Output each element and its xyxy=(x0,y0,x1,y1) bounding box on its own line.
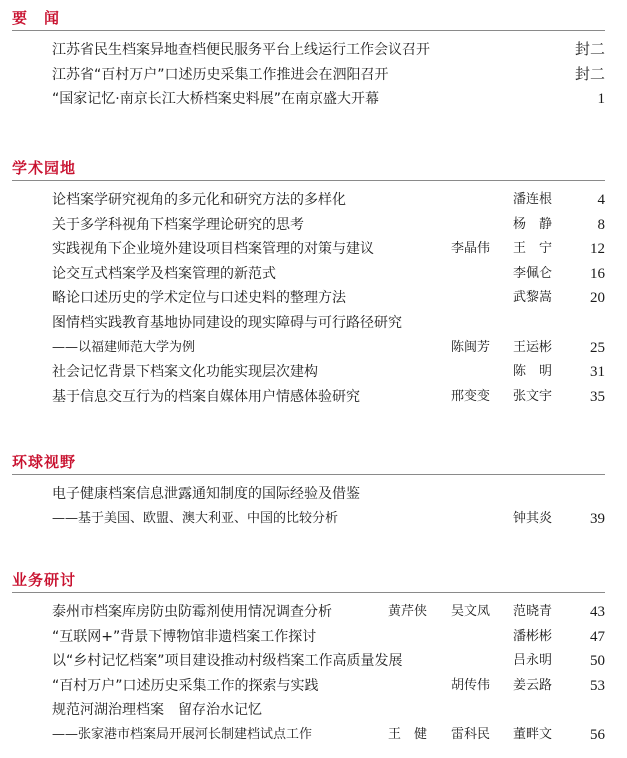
entry-author: 董畔文 xyxy=(513,727,553,742)
toc-entry[interactable] xyxy=(0,38,627,62)
entry-subtitle: ——张家港市档案局开展河长制建档试点工作 xyxy=(52,727,313,742)
entry-page-number: 56 xyxy=(590,727,605,743)
section-header xyxy=(0,452,627,474)
toc-section xyxy=(0,452,627,527)
entry-page-number: 4 xyxy=(597,192,605,208)
entry-page-number: 16 xyxy=(590,265,605,282)
entry-page-number: 封二 xyxy=(574,66,605,83)
entry-title[interactable]: 实践视角下企业境外建设项目档案管理的对策与建议 xyxy=(52,241,374,258)
toc-entry[interactable] xyxy=(0,213,627,237)
entry-title[interactable]: 江苏省“百村万户”口述历史采集工作推进会在泗阳召开 xyxy=(52,66,389,83)
entry-author: 李佩仑 xyxy=(513,265,553,281)
section-rule xyxy=(12,474,605,475)
entry-author: 潘连根 xyxy=(513,192,553,207)
toc-section xyxy=(0,570,627,743)
toc-entry[interactable] xyxy=(0,674,627,698)
entry-title[interactable]: “百村万户”口述历史采集工作的探索与实践 xyxy=(52,677,319,694)
entry-subtitle: ——以福建师范大学为例 xyxy=(52,339,196,355)
entry-author: 吴文凤 xyxy=(451,604,491,619)
entry-page-number: 25 xyxy=(590,339,605,356)
entry-page-number: 1 xyxy=(597,91,605,108)
entry-title[interactable]: 基于信息交互行为的档案自媒体用户情感体验研究 xyxy=(52,388,360,405)
toc-entry-subtitle-row xyxy=(0,336,627,360)
entry-author: 潘彬彬 xyxy=(513,628,553,644)
entry-author: 陈 明 xyxy=(513,364,553,380)
toc-entry[interactable] xyxy=(0,625,627,649)
entry-page-number: 50 xyxy=(590,653,605,670)
toc-entry[interactable] xyxy=(0,237,627,261)
toc-entry[interactable] xyxy=(0,63,627,87)
section-rule xyxy=(12,592,605,593)
toc-entry[interactable] xyxy=(0,188,627,212)
toc-entry[interactable] xyxy=(0,649,627,673)
entry-subtitle: ——基于美国、欧盟、澳大利亚、中国的比较分析 xyxy=(52,510,339,526)
entry-page-number: 39 xyxy=(590,510,605,527)
section-rule xyxy=(12,30,605,31)
entry-title[interactable]: 规范河湖治理档案 留存治水记忆 xyxy=(52,702,262,719)
entry-title[interactable]: 略论口述历史的学术定位与口述史料的整理方法 xyxy=(52,290,346,307)
toc-entry[interactable] xyxy=(0,262,627,286)
entry-author: 吕永明 xyxy=(513,653,553,669)
toc-section xyxy=(0,158,627,405)
entry-author: 张文宇 xyxy=(513,388,553,404)
entry-author: 黄芹侠 xyxy=(388,604,428,619)
section-header xyxy=(0,158,627,180)
section-title: 要 闻 xyxy=(12,9,61,27)
entry-page-number: 47 xyxy=(590,628,605,645)
entry-title[interactable]: “互联网+”背景下博物馆非遗档案工作探讨 xyxy=(52,628,317,645)
entry-author: 李晶伟 xyxy=(451,241,491,257)
entry-title[interactable]: 关于多学科视角下档案学理论研究的思考 xyxy=(52,216,304,233)
section-rule xyxy=(12,180,605,181)
entry-author: 武黎嵩 xyxy=(513,290,553,306)
toc-section xyxy=(0,8,627,108)
section-header xyxy=(0,570,627,592)
toc-entry-subtitle-row xyxy=(0,723,627,747)
section-title: 环球视野 xyxy=(12,453,77,471)
entry-title[interactable]: 泰州市档案库房防虫防霉剂使用情况调查分析 xyxy=(52,604,332,620)
entry-title[interactable]: “国家记忆·南京长江大桥档案史料展”在南京盛大开幕 xyxy=(52,91,379,108)
entry-title[interactable]: 图情档实践教育基地协同建设的现实障碍与可行路径研究 xyxy=(52,315,402,331)
section-title: 业务研讨 xyxy=(12,571,77,589)
entry-author: 范晓青 xyxy=(513,604,553,619)
entry-author: 姜云路 xyxy=(513,677,553,693)
toc-entry[interactable] xyxy=(0,311,627,335)
entry-page-number: 20 xyxy=(590,290,605,307)
toc-entry[interactable] xyxy=(0,286,627,310)
entry-author: 胡传伟 xyxy=(451,677,491,693)
entry-author: 王 宁 xyxy=(513,241,553,257)
entry-page-number: 43 xyxy=(590,604,605,620)
entry-author: 钟其炎 xyxy=(513,510,553,526)
entry-title[interactable]: 以“乡村记忆档案”项目建设推动村级档案工作高质量发展 xyxy=(52,653,403,670)
toc-entry[interactable] xyxy=(0,482,627,506)
entry-title[interactable]: 论交互式档案学及档案管理的新范式 xyxy=(52,265,276,282)
toc-entry[interactable] xyxy=(0,600,627,624)
entry-page-number: 35 xyxy=(590,388,605,405)
section-title: 学术园地 xyxy=(12,159,77,177)
entry-page-number: 12 xyxy=(590,241,605,258)
section-header xyxy=(0,8,627,30)
toc-entry-subtitle-row xyxy=(0,507,627,531)
entry-page-number: 封二 xyxy=(574,42,605,58)
entry-author: 雷科民 xyxy=(451,727,491,742)
entry-page-number: 53 xyxy=(590,677,605,694)
entry-author: 邢变变 xyxy=(451,388,491,404)
toc-entry[interactable] xyxy=(0,698,627,722)
entry-author: 陈闽芳 xyxy=(451,339,491,355)
entry-author: 王 健 xyxy=(388,727,428,742)
entry-author: 杨 静 xyxy=(513,216,553,232)
entry-page-number: 31 xyxy=(590,364,605,381)
entry-author: 王运彬 xyxy=(513,339,553,355)
toc-entry[interactable] xyxy=(0,87,627,111)
entry-title[interactable]: 电子健康档案信息泄露通知制度的国际经验及借鉴 xyxy=(52,486,360,502)
entry-title[interactable]: 江苏省民生档案异地查档便民服务平台上线运行工作会议召开 xyxy=(52,42,430,58)
toc-entry[interactable] xyxy=(0,360,627,384)
toc-entry[interactable] xyxy=(0,385,627,409)
entry-title[interactable]: 论档案学研究视角的多元化和研究方法的多样化 xyxy=(52,192,346,208)
entry-page-number: 8 xyxy=(597,216,605,233)
entry-title[interactable]: 社会记忆背景下档案文化功能实现层次建构 xyxy=(52,364,318,381)
